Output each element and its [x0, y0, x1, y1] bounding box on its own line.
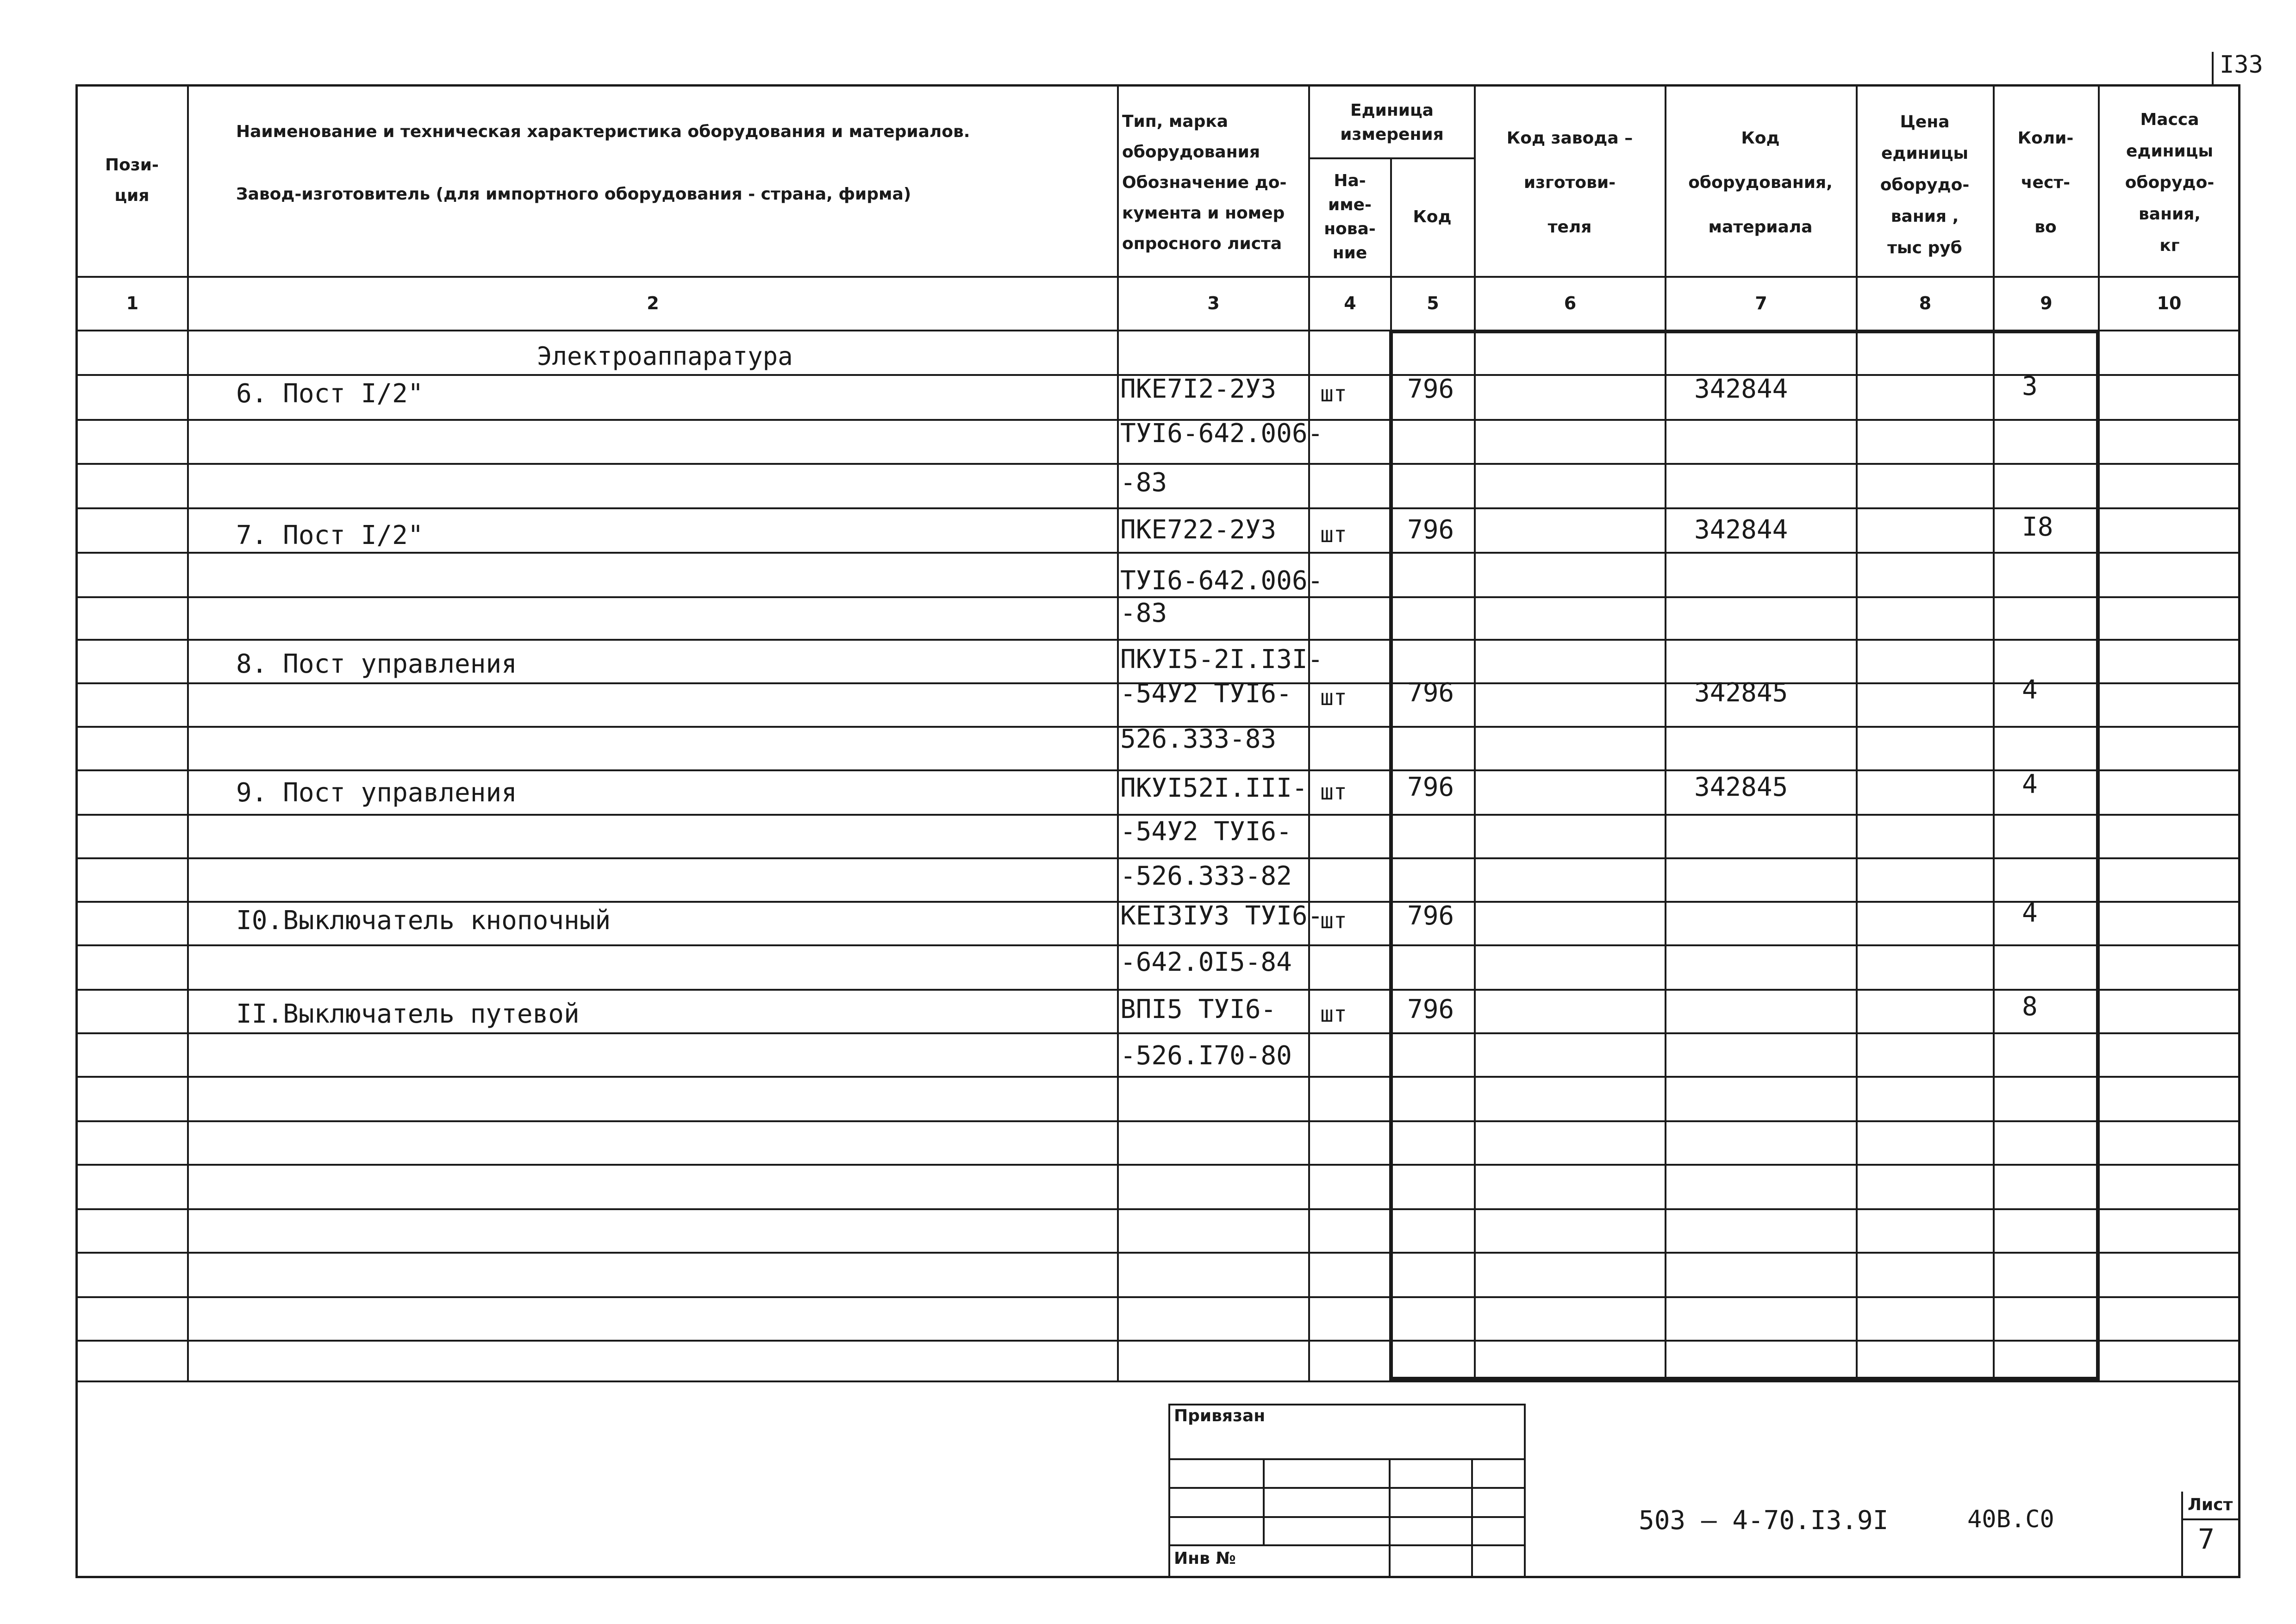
sheet-line — [2181, 1518, 2240, 1520]
item-unit-code: 796 — [1407, 994, 1454, 1024]
item-unit-code: 796 — [1407, 678, 1454, 708]
stamp-vline — [1389, 1458, 1391, 1578]
inv-label: Инв № — [1174, 1549, 1236, 1568]
item-name: 6. Пост I/2" — [236, 379, 424, 409]
item-type-line: -54У2 ТУI6- — [1120, 679, 1292, 709]
item-type-line: КЕI3IУ3 ТУI6- — [1120, 901, 1323, 931]
header-mass: Масса единицы оборудо- вания, кг — [2125, 110, 2215, 255]
item-type-line: ПКЕ722-2У3 — [1120, 515, 1277, 545]
item-unit: шт — [1320, 908, 1347, 934]
table-bottom-line — [75, 1380, 2240, 1382]
colnum-3: 3 — [1207, 293, 1220, 313]
row-separator — [75, 1252, 2240, 1254]
header-name-line2: Завод-изготовитель (для импортного оборудования - страна, фирма) — [236, 185, 911, 204]
item-type-line: -642.0I5-84 — [1120, 947, 1292, 977]
item-unit: шт — [1320, 685, 1347, 711]
item-quantity: 4 — [2022, 675, 2038, 705]
item-quantity: 4 — [2022, 898, 2038, 928]
item-equipment-code: 342844 — [1694, 515, 1788, 545]
row-separator — [75, 1208, 2240, 1210]
header-unit: Единица измерения — [1340, 101, 1444, 144]
page-number-divider — [2212, 52, 2214, 84]
header-name-line1: Наименование и техническая характеристика оборудования и материалов. — [236, 122, 970, 141]
sheet-number: 7 — [2198, 1523, 2215, 1555]
item-type-line: ВПI5 ТУI6- — [1120, 994, 1277, 1024]
item-type-line: ТУI6-642.006- — [1120, 418, 1323, 449]
colnum-10: 10 — [2157, 293, 2182, 313]
item-type-line: ПКУI52I.III- — [1120, 773, 1308, 803]
colnum-8: 8 — [1919, 293, 1932, 313]
row-separator — [75, 1296, 2240, 1298]
item-quantity: 8 — [2022, 992, 2038, 1022]
bold-data-block — [1389, 330, 2100, 1380]
row-separator — [75, 1120, 2240, 1122]
sheet-label: Лист — [2188, 1495, 2233, 1514]
item-equipment-code: 342845 — [1694, 772, 1788, 802]
header-quantity: Коли- чест- во — [2017, 129, 2074, 237]
item-name: I0.Выключатель кнопочный — [236, 906, 611, 936]
item-type-line: -54У2 ТУI6- — [1120, 817, 1292, 847]
item-unit-code: 796 — [1407, 374, 1454, 404]
item-quantity: 3 — [2022, 371, 2038, 401]
header-unit-name: На- име- нова- ние — [1324, 171, 1376, 262]
row-separator — [75, 1164, 2240, 1166]
item-unit: шт — [1320, 522, 1347, 548]
header-unit-code: Код — [1413, 207, 1452, 226]
item-name: 9. Пост управления — [236, 778, 517, 808]
item-equipment-code: 342844 — [1694, 374, 1788, 404]
item-name: 7. Пост I/2" — [236, 520, 424, 550]
section-title: Электроаппаратура — [537, 342, 793, 371]
item-unit-code: 796 — [1407, 772, 1454, 802]
item-quantity: 4 — [2022, 769, 2038, 800]
item-type-line: 526.333-83 — [1120, 724, 1277, 754]
item-name: 8. Пост управления — [236, 649, 517, 679]
row-separator — [75, 1340, 2240, 1342]
colnum-6: 6 — [1564, 293, 1577, 313]
item-unit: шт — [1320, 1001, 1347, 1027]
item-unit: шт — [1320, 381, 1347, 407]
item-unit-code: 796 — [1407, 901, 1454, 931]
header-position: Пози- ция — [105, 156, 159, 205]
unit-header-split — [1310, 157, 1476, 159]
colnum-5: 5 — [1427, 293, 1439, 313]
doc-suffix: 40В.С0 — [1967, 1505, 2054, 1533]
colnum-7: 7 — [1755, 293, 1767, 313]
header-type: Тип, марка оборудования Обозначение до- кумента и номер опросного листа — [1122, 112, 1287, 253]
item-type-line: ТУI6-642.006- — [1120, 566, 1323, 596]
item-unit: шт — [1320, 779, 1347, 805]
colnum-2: 2 — [647, 293, 659, 313]
header-equipment-code: Код оборудования, материала — [1688, 129, 1833, 237]
item-type-line: ПКЕ7I2-2У3 — [1120, 374, 1277, 404]
item-type-line: -83 — [1120, 598, 1167, 628]
header-price: Цена единицы оборудо- вания , тыс руб — [1880, 112, 1970, 257]
item-equipment-code: 342845 — [1694, 678, 1788, 708]
item-type-line: -526.I70-80 — [1120, 1041, 1292, 1071]
stamp-vline — [1471, 1458, 1473, 1578]
item-unit-code: 796 — [1407, 515, 1454, 545]
doc-code: 503 – 4-70.I3.9I — [1639, 1505, 1889, 1536]
colnum-1: 1 — [126, 293, 139, 313]
stamp-vline — [1263, 1458, 1265, 1544]
colnum-9: 9 — [2040, 293, 2053, 313]
item-type-line: -83 — [1120, 468, 1167, 498]
bound-label: Привязан — [1174, 1406, 1266, 1425]
item-name: II.Выключатель путевой — [236, 999, 580, 1029]
item-type-line: ПКУI5-2I.I3I- — [1120, 644, 1323, 675]
colnum-4: 4 — [1344, 293, 1356, 313]
header-factory-code: Код завода – изготови- теля — [1506, 129, 1633, 237]
item-quantity: I8 — [2022, 512, 2053, 542]
item-type-line: -526.333-82 — [1120, 861, 1292, 891]
page-number: I33 — [2220, 51, 2263, 79]
